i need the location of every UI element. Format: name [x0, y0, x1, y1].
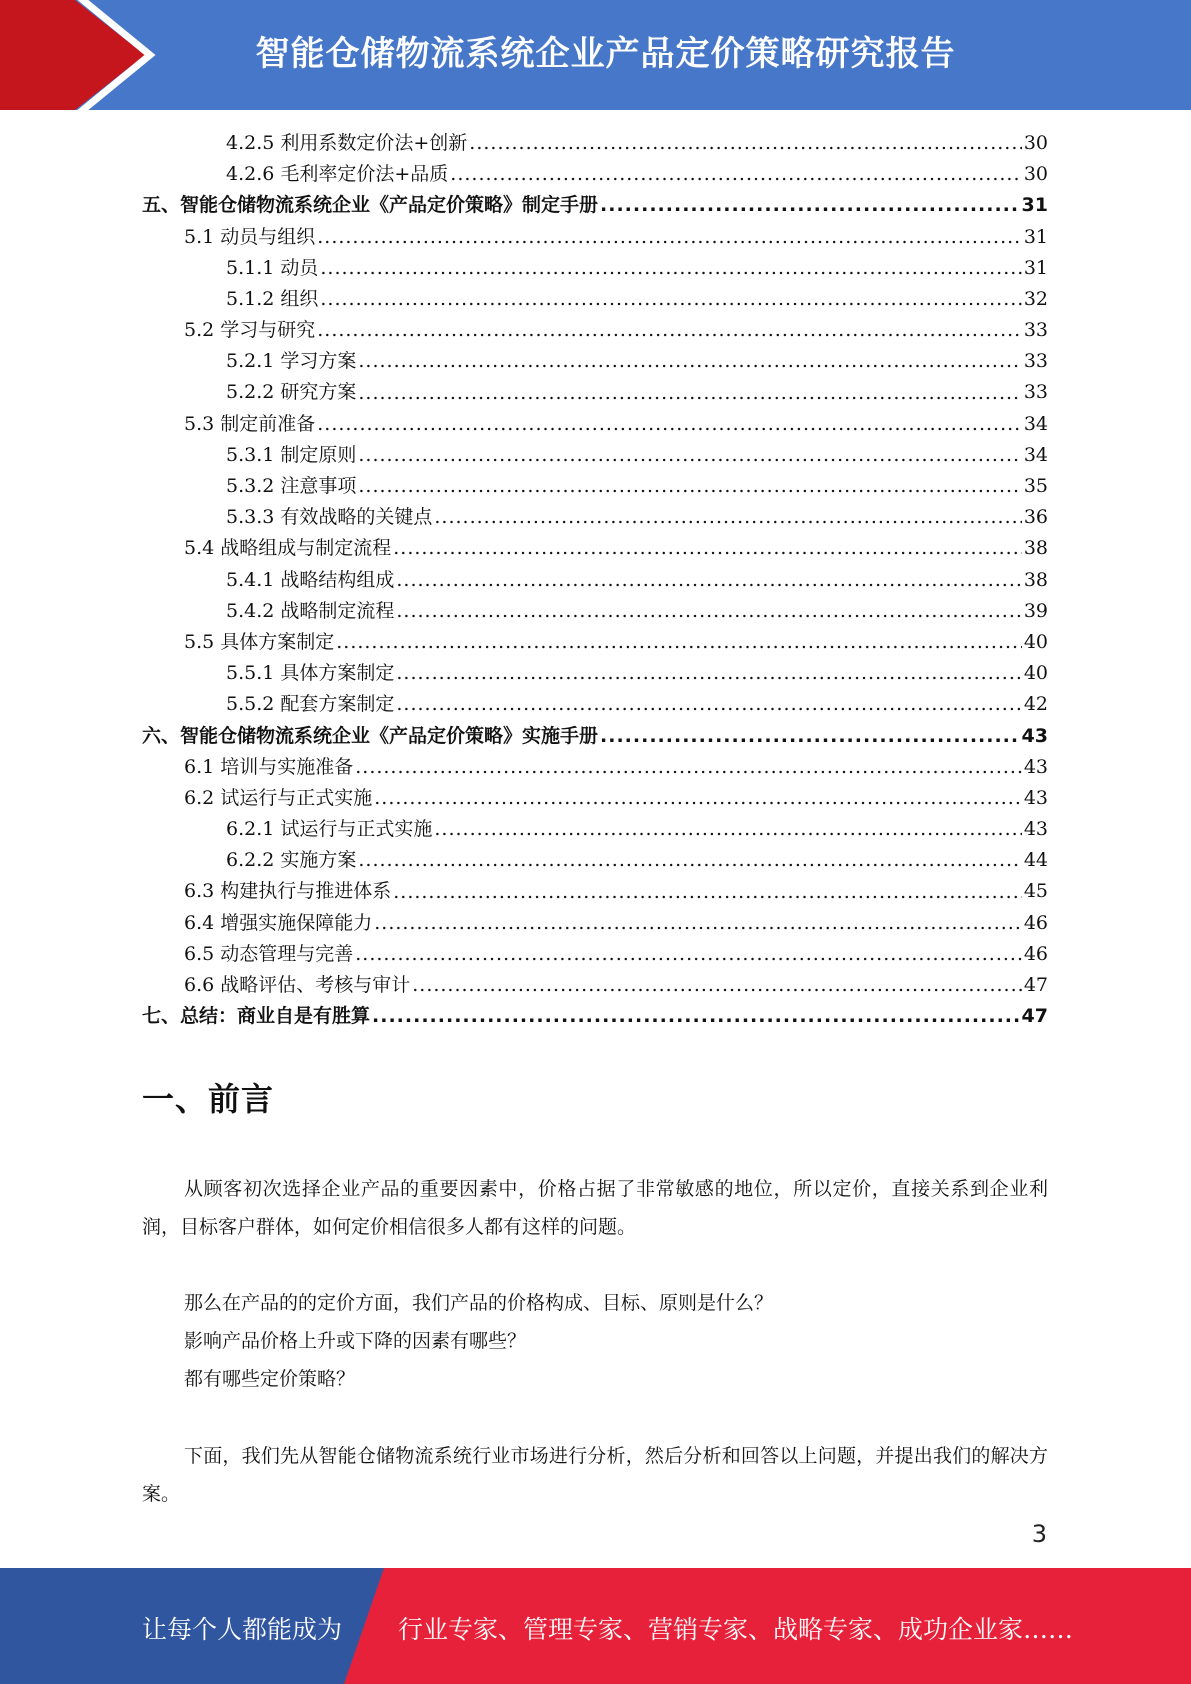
toc-entry-page: 42: [1023, 693, 1048, 716]
toc-entry-title: [184, 222, 315, 253]
toc-entry-number: 6.2.2: [226, 849, 275, 872]
toc-entry-number: 5.2.1: [226, 350, 275, 373]
toc-dot-leader: [469, 128, 1022, 159]
toc-dot-leader: [374, 783, 1022, 814]
toc-entry-title: [184, 939, 353, 970]
toc-entry-title: [142, 190, 598, 221]
toc-dot-leader: [355, 939, 1022, 970]
toc-entry-text: 有效战略的关键点: [280, 506, 433, 529]
toc-entry-text: 构建执行与推进体系: [220, 880, 392, 903]
toc-entry: [142, 939, 1048, 970]
toc-entry-title: [184, 315, 315, 346]
toc-entry: [142, 159, 1048, 190]
toc-entry-page: 43: [1021, 724, 1048, 747]
toc-entry-title: [226, 814, 432, 845]
toc-entry-page: 35: [1023, 475, 1048, 498]
toc-entry-text: 增强实施保障能力: [220, 911, 373, 934]
toc-entry-number: 5.4.1: [226, 568, 275, 591]
toc-entry-title: [226, 440, 356, 471]
toc-entry-page: 43: [1023, 818, 1048, 841]
toc-entry: [142, 315, 1048, 346]
toc-entry-title: [226, 565, 394, 596]
toc-dot-leader: [396, 596, 1021, 627]
toc-entry: [142, 471, 1048, 502]
toc-entry-page: 31: [1023, 256, 1048, 279]
toc-entry: [142, 596, 1048, 627]
toc-entry-number: 5.2.2: [226, 381, 275, 404]
toc-entry-text: 培训与实施准备: [220, 755, 354, 778]
toc-dot-leader: [336, 627, 1022, 658]
toc-entry-title: [184, 752, 353, 783]
toc-entry-page: 43: [1023, 755, 1048, 778]
toc-dot-leader: [412, 970, 1022, 1001]
question-item: 都有哪些定价策略？: [184, 1368, 356, 1390]
toc-entry: [142, 346, 1048, 377]
toc-entry: [142, 128, 1048, 159]
toc-entry: [142, 253, 1048, 284]
toc-entry-page: 47: [1021, 1005, 1048, 1028]
toc-dot-leader: [600, 190, 1020, 221]
toc-entry-number: 6.2.1: [226, 818, 275, 841]
toc-entry-title: [184, 627, 334, 658]
toc-entry-page: 33: [1023, 381, 1048, 404]
toc-entry: [142, 1001, 1048, 1032]
table-of-contents: [142, 128, 1048, 1032]
toc-entry-text: 试运行与正式实施: [280, 818, 433, 841]
toc-dot-leader: [450, 159, 1022, 190]
toc-entry-number: 5.1.1: [226, 256, 275, 279]
toc-entry-page: 33: [1023, 350, 1048, 373]
page-number: 3: [1031, 1520, 1047, 1548]
toc-entry-text: 制定前准备: [220, 412, 316, 435]
toc-dot-leader: [355, 752, 1022, 783]
toc-entry-number: 6.4: [184, 911, 215, 934]
section-heading: 一、前言: [142, 1080, 275, 1118]
toc-entry-page: 30: [1023, 163, 1048, 186]
toc-entry-number: 4.2.5: [226, 131, 275, 154]
toc-entry-text: 动员与组织: [220, 225, 316, 248]
toc-entry: [142, 409, 1048, 440]
toc-entry-text: 利用系数定价法+创新: [280, 131, 468, 154]
toc-entry: [142, 533, 1048, 564]
toc-entry-number: 6.5: [184, 942, 215, 965]
toc-entry-number: 5.3.2: [226, 475, 275, 498]
toc-entry-title: [184, 409, 315, 440]
toc-entry-title: [184, 970, 410, 1001]
toc-entry-title: [226, 377, 356, 408]
toc-entry-text: 实施方案: [280, 849, 357, 872]
footer-slogan-left: 让每个人都能成为: [142, 1615, 343, 1644]
toc-dot-leader: [600, 721, 1020, 752]
toc-entry-text: 制定原则: [280, 443, 357, 466]
toc-entry-text: 战略结构组成: [280, 568, 395, 591]
toc-entry-text: 具体方案制定: [220, 630, 335, 653]
toc-entry-page: 47: [1023, 974, 1048, 997]
toc-entry: [142, 721, 1048, 752]
toc-dot-leader: [358, 471, 1021, 502]
toc-entry-page: 31: [1023, 225, 1048, 248]
toc-entry-page: 38: [1023, 568, 1048, 591]
toc-entry-number: 5.4: [184, 537, 215, 560]
toc-entry-text: 六、智能仓储物流系统企业《产品定价策略》实施手册: [142, 724, 599, 747]
toc-entry-number: 5.5: [184, 630, 215, 653]
toc-entry-title: [226, 502, 432, 533]
toc-entry-number: 5.3: [184, 412, 215, 435]
toc-entry-text: 毛利率定价法+品质: [280, 163, 449, 186]
toc-dot-leader: [374, 908, 1022, 939]
toc-entry: [142, 814, 1048, 845]
toc-entry-text: 战略评估、考核与审计: [220, 974, 411, 997]
toc-dot-leader: [358, 346, 1021, 377]
toc-entry-number: 5.5.2: [226, 693, 275, 716]
toc-entry-number: 4.2.6: [226, 163, 275, 186]
toc-entry-text: 战略组成与制定流程: [220, 537, 392, 560]
header-title: 智能仓储物流系统企业产品定价策略研究报告: [255, 34, 956, 74]
toc-dot-leader: [358, 845, 1021, 876]
toc-entry-title: [226, 128, 467, 159]
toc-entry-page: 40: [1023, 662, 1048, 685]
toc-entry-title: [184, 908, 372, 939]
toc-entry-page: 32: [1023, 287, 1048, 310]
toc-entry: [142, 783, 1048, 814]
toc-entry-title: [184, 876, 391, 907]
toc-entry-number: 5.2: [184, 319, 215, 342]
toc-entry: [142, 190, 1048, 221]
question-item: 那么在产品的的定价方面，我们产品的价格构成、目标、原则是什么？: [184, 1292, 774, 1314]
toc-dot-leader: [320, 253, 1021, 284]
toc-entry-number: 6.1: [184, 755, 215, 778]
toc-entry-text: 配套方案制定: [280, 693, 395, 716]
toc-entry-page: 33: [1023, 319, 1048, 342]
toc-entry-text: 组织: [280, 287, 319, 310]
toc-entry-number: 6.3: [184, 880, 215, 903]
toc-entry-number: 5.1.2: [226, 287, 275, 310]
toc-entry-title: [142, 721, 598, 752]
toc-entry: [142, 565, 1048, 596]
toc-entry: [142, 908, 1048, 939]
toc-entry: [142, 502, 1048, 533]
toc-entry-title: [226, 689, 394, 720]
toc-entry: [142, 627, 1048, 658]
toc-entry-number: 6.6: [184, 974, 215, 997]
toc-dot-leader: [372, 1001, 1020, 1032]
toc-entry-number: 5.1: [184, 225, 215, 248]
footer-slogan-right: 行业专家、管理专家、营销专家、战略专家、成功企业家……: [398, 1615, 1074, 1644]
toc-entry: [142, 222, 1048, 253]
toc-entry-page: 34: [1023, 443, 1048, 466]
toc-entry-page: 38: [1023, 537, 1048, 560]
closing-paragraph: 下面，我们先从智能仓储物流系统行业市场进行分析，然后分析和回答以上问题，并提出我们的解决方案。: [142, 1445, 1048, 1505]
toc-entry-text: 具体方案制定: [280, 662, 395, 685]
toc-entry-text: 七、总结：商业自是有胜算: [142, 1005, 371, 1028]
toc-entry-text: 学习方案: [280, 350, 357, 373]
toc-entry-text: 研究方案: [280, 381, 357, 404]
question-item: 影响产品价格上升或下降的因素有哪些？: [184, 1330, 527, 1352]
page-footer: [0, 1568, 1191, 1684]
toc-entry-page: 43: [1023, 786, 1048, 809]
toc-entry-title: [226, 658, 394, 689]
toc-dot-leader: [396, 658, 1021, 689]
toc-dot-leader: [317, 315, 1022, 346]
toc-entry-title: [142, 1001, 370, 1032]
toc-entry-page: 30: [1023, 131, 1048, 154]
toc-entry: [142, 689, 1048, 720]
toc-entry-text: 学习与研究: [220, 319, 316, 342]
toc-entry-text: 五、智能仓储物流系统企业《产品定价策略》制定手册: [142, 194, 599, 217]
intro-paragraph: 从顾客初次选择企业产品的重要因素中，价格占据了非常敏感的地位，所以定价，直接关系到企业利润，目标客户群体，如何定价相信很多人都有这样的问题。: [142, 1178, 1048, 1238]
toc-entry-title: [226, 596, 394, 627]
toc-entry-number: 6.2: [184, 786, 215, 809]
toc-dot-leader: [434, 502, 1021, 533]
toc-entry: [142, 970, 1048, 1001]
toc-dot-leader: [358, 440, 1021, 471]
toc-dot-leader: [434, 814, 1021, 845]
toc-entry-title: [226, 159, 448, 190]
toc-entry: [142, 877, 1048, 908]
toc-entry-title: [184, 783, 372, 814]
toc-entry-page: 46: [1023, 942, 1048, 965]
toc-entry-page: 31: [1021, 194, 1048, 217]
toc-dot-leader: [393, 533, 1022, 564]
toc-entry: [142, 440, 1048, 471]
toc-entry: [142, 752, 1048, 783]
toc-entry-text: 注意事项: [280, 475, 357, 498]
toc-entry-title: [226, 253, 318, 284]
toc-entry: [142, 845, 1048, 876]
page-header: [0, 0, 1191, 110]
toc-entry: [142, 378, 1048, 409]
toc-dot-leader: [393, 877, 1022, 908]
toc-dot-leader: [317, 409, 1022, 440]
question-list: [184, 1284, 773, 1398]
toc-entry-text: 战略制定流程: [280, 599, 395, 622]
toc-dot-leader: [396, 565, 1021, 596]
toc-entry-number: 5.5.1: [226, 662, 275, 685]
toc-entry-title: [226, 845, 356, 876]
toc-entry-number: 5.3.3: [226, 506, 275, 529]
toc-entry-title: [226, 284, 318, 315]
toc-dot-leader: [396, 689, 1021, 720]
toc-entry-page: 36: [1023, 506, 1048, 529]
toc-entry-page: 34: [1023, 412, 1048, 435]
toc-entry-page: 40: [1023, 630, 1048, 653]
toc-entry-page: 44: [1023, 849, 1048, 872]
toc-dot-leader: [317, 222, 1022, 253]
toc-entry: [142, 284, 1048, 315]
toc-entry-text: 试运行与正式实施: [220, 786, 373, 809]
toc-dot-leader: [358, 378, 1021, 409]
toc-entry-page: 45: [1023, 880, 1048, 903]
toc-entry-page: 46: [1023, 911, 1048, 934]
toc-entry-number: 5.3.1: [226, 443, 275, 466]
toc-entry-text: 动态管理与完善: [220, 942, 354, 965]
toc-entry-title: [226, 471, 356, 502]
toc-entry-title: [226, 346, 356, 377]
toc-entry-page: 39: [1023, 599, 1048, 622]
toc-entry-text: 动员: [280, 256, 319, 279]
toc-entry-number: 5.4.2: [226, 599, 275, 622]
toc-dot-leader: [320, 284, 1021, 315]
toc-entry-title: [184, 533, 391, 564]
toc-entry: [142, 658, 1048, 689]
